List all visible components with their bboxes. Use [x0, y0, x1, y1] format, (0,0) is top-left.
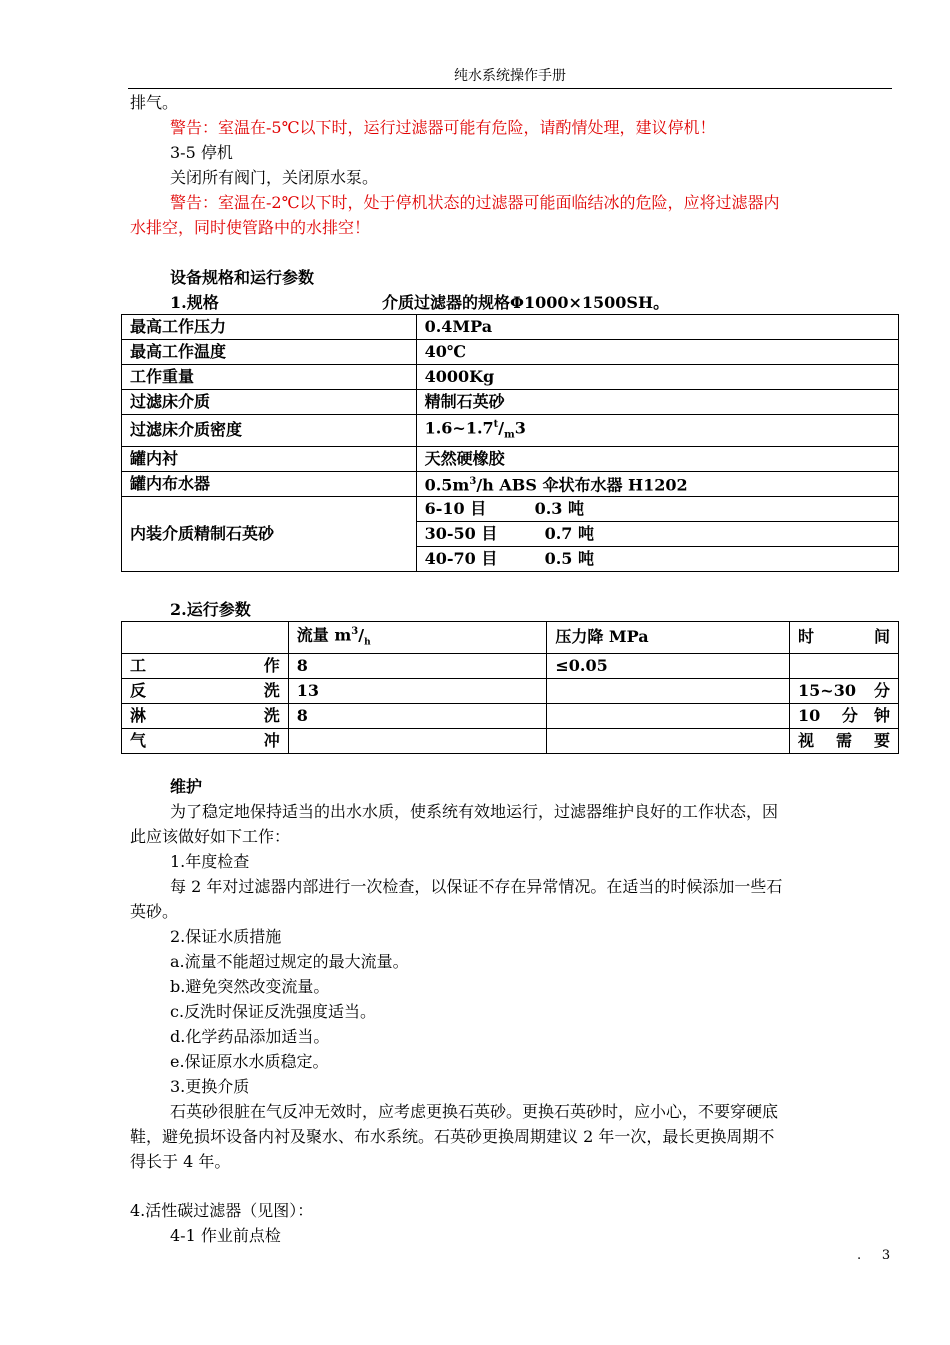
row-label [122, 703, 289, 728]
list-item: c.反洗时保证反洗强度适当。 [170, 1002, 377, 1021]
table-cell [790, 728, 899, 753]
spec-value: 精制石英砂 [416, 390, 898, 415]
page-dot: . [857, 1248, 862, 1263]
row-label [122, 728, 289, 753]
time-value: 15~30 分 [798, 680, 890, 700]
flow-sup: 3 [469, 475, 477, 487]
table-cell [790, 653, 899, 678]
row-label-text: 反 洗 [130, 680, 280, 700]
spec-value: 天然硬橡胶 [416, 446, 898, 471]
page-header: 纯水系统操作手册 [128, 66, 892, 89]
table-cell [547, 678, 790, 703]
text-line: 得长于 4 年。 [130, 1152, 231, 1171]
table-row [122, 446, 899, 471]
row-label-text: 气 冲 [130, 730, 280, 750]
table-cell: 8 [288, 653, 547, 678]
list-heading: 3.更换介质 [170, 1077, 250, 1096]
table-row [122, 365, 899, 390]
column-header: 压力降 MPa [547, 622, 790, 654]
flow-sub: h [364, 637, 371, 648]
row-label [122, 653, 289, 678]
table-row [122, 390, 899, 415]
warning-text: 警告：室温在-2℃以下时，处于停机状态的过滤器可能面临结冰的危险，应将过滤器内 [170, 193, 780, 212]
table-header-row [122, 622, 899, 654]
list-heading: 1.年度检查 [170, 852, 250, 871]
spec-value: 4000Kg [416, 365, 898, 390]
table-cell: 13 [288, 678, 547, 703]
text-line: 为了稳定地保持适当的出水水质，使系统有效地运行，过滤器维护良好的工作状态，因 [170, 802, 779, 821]
mesh-size: 30-50 目 [424, 523, 498, 543]
text-line: 每 2 年对过滤器内部进行一次检查，以保证不存在异常情况。在适当的时候添加一些石 [170, 877, 783, 896]
column-header [790, 622, 899, 654]
spec-key: 内装介质精制石英砂 [122, 496, 417, 571]
text-line: 排气。 [130, 93, 179, 112]
list-item: b.避免突然改变流量。 [170, 977, 330, 996]
text-line: 石英砂很脏在气反冲无效时，应考虑更换石英砂。更换石英砂时，应小心，不要穿硬底 [170, 1102, 779, 1121]
table-row [122, 315, 899, 340]
text-line: 关闭所有阀门，关闭原水泵。 [170, 168, 379, 187]
list-item: a.流量不能超过规定的最大流量。 [170, 952, 409, 971]
spec-table [121, 314, 899, 572]
density-unit-sub: m [504, 429, 515, 441]
time-label: 时 间 [798, 627, 890, 647]
table-cell [547, 703, 790, 728]
table-row [122, 653, 899, 678]
text-line: 英砂。 [130, 902, 179, 921]
table-cell [790, 678, 899, 703]
spec-key: 罐内布水器 [122, 471, 417, 496]
flow-pre: 0.5m [424, 475, 470, 495]
column-header [122, 622, 289, 654]
table-row [122, 678, 899, 703]
spec-value [416, 546, 898, 571]
row-label-text: 工 作 [130, 655, 280, 675]
list-heading: 2.保证水质措施 [170, 927, 282, 946]
spec-key: 最高工作温度 [122, 340, 417, 365]
time-value: 10 分钟 [798, 705, 890, 725]
spec-section-title: 设备规格和运行参数 [170, 268, 315, 287]
section-heading: 4.活性碳过滤器（见图）： [130, 1201, 314, 1220]
mesh-amount: 0.7 吨 [544, 523, 595, 543]
table-cell: ≤0.05 [547, 653, 790, 678]
spec-key: 最高工作压力 [122, 315, 417, 340]
table-row [122, 471, 899, 496]
table-row [122, 340, 899, 365]
text-line: 鞋，避免损坏设备内衬及聚水、布水系统。石英砂更换周期建议 2 年一次，最长更换周期不 [130, 1127, 775, 1146]
table-cell [790, 703, 899, 728]
subsection-heading: 4-1 作业前点检 [170, 1226, 281, 1245]
flow-slash: / [358, 625, 365, 645]
flow-label: 流量 m [296, 625, 352, 645]
list-item: e.保证原水水质稳定。 [170, 1052, 329, 1071]
spec-key: 工作重量 [122, 365, 417, 390]
row-label-text: 淋 洗 [130, 705, 280, 725]
mesh-size: 6-10 目 [424, 498, 487, 518]
spec-value: 0.4MPa [416, 315, 898, 340]
flow-post: /h ABS 伞状布水器 H1202 [476, 475, 688, 495]
spec-description: 介质过滤器的规格Φ1000×1500SH。 [382, 293, 670, 312]
table-cell [547, 728, 790, 753]
spec-key: 过滤床介质密度 [122, 415, 417, 447]
density-unit-tail: 3 [514, 418, 526, 438]
run-params-table [121, 621, 899, 754]
spec-value: 40℃ [416, 340, 898, 365]
spec-key: 罐内衬 [122, 446, 417, 471]
page-number-value: 3 [881, 1248, 891, 1263]
mesh-amount: 0.3 吨 [534, 498, 585, 518]
table-cell [288, 728, 547, 753]
column-header-flow [288, 622, 547, 654]
spec-value [416, 496, 898, 521]
density-unit-sup: t [493, 419, 499, 430]
warning-text: 水排空，同时使管路中的水排空！ [130, 218, 371, 237]
spec-value [416, 521, 898, 546]
row-label [122, 678, 289, 703]
mesh-size: 40-70 目 [424, 548, 498, 568]
warning-text: 警告：室温在-5℃以下时，运行过滤器可能有危险，请酌情处理，建议停机！ [170, 118, 716, 137]
table-row [122, 496, 899, 521]
run-section-title: 2.运行参数 [170, 600, 251, 619]
spec-subtitle: 1.规格 [170, 293, 219, 312]
page-number [857, 1248, 890, 1263]
spec-key: 过滤床介质 [122, 390, 417, 415]
spec-value [416, 471, 898, 496]
spec-value: $1.6\sim 1.7^t/_m3$ [416, 415, 898, 447]
flow-sup: 3 [351, 626, 359, 637]
density-range: 1.6~1.7 [424, 418, 494, 438]
mesh-amount: 0.5 吨 [544, 548, 595, 568]
maintenance-title: 维护 [170, 777, 203, 796]
table-cell: 8 [288, 703, 547, 728]
section-heading: 3-5 停机 [170, 143, 233, 162]
time-value: 视需要 [798, 730, 890, 750]
table-row [122, 415, 899, 447]
table-row [122, 703, 899, 728]
table-row [122, 728, 899, 753]
text-line: 此应该做好如下工作： [130, 827, 291, 846]
list-item: d.化学药品添加适当。 [170, 1027, 330, 1046]
